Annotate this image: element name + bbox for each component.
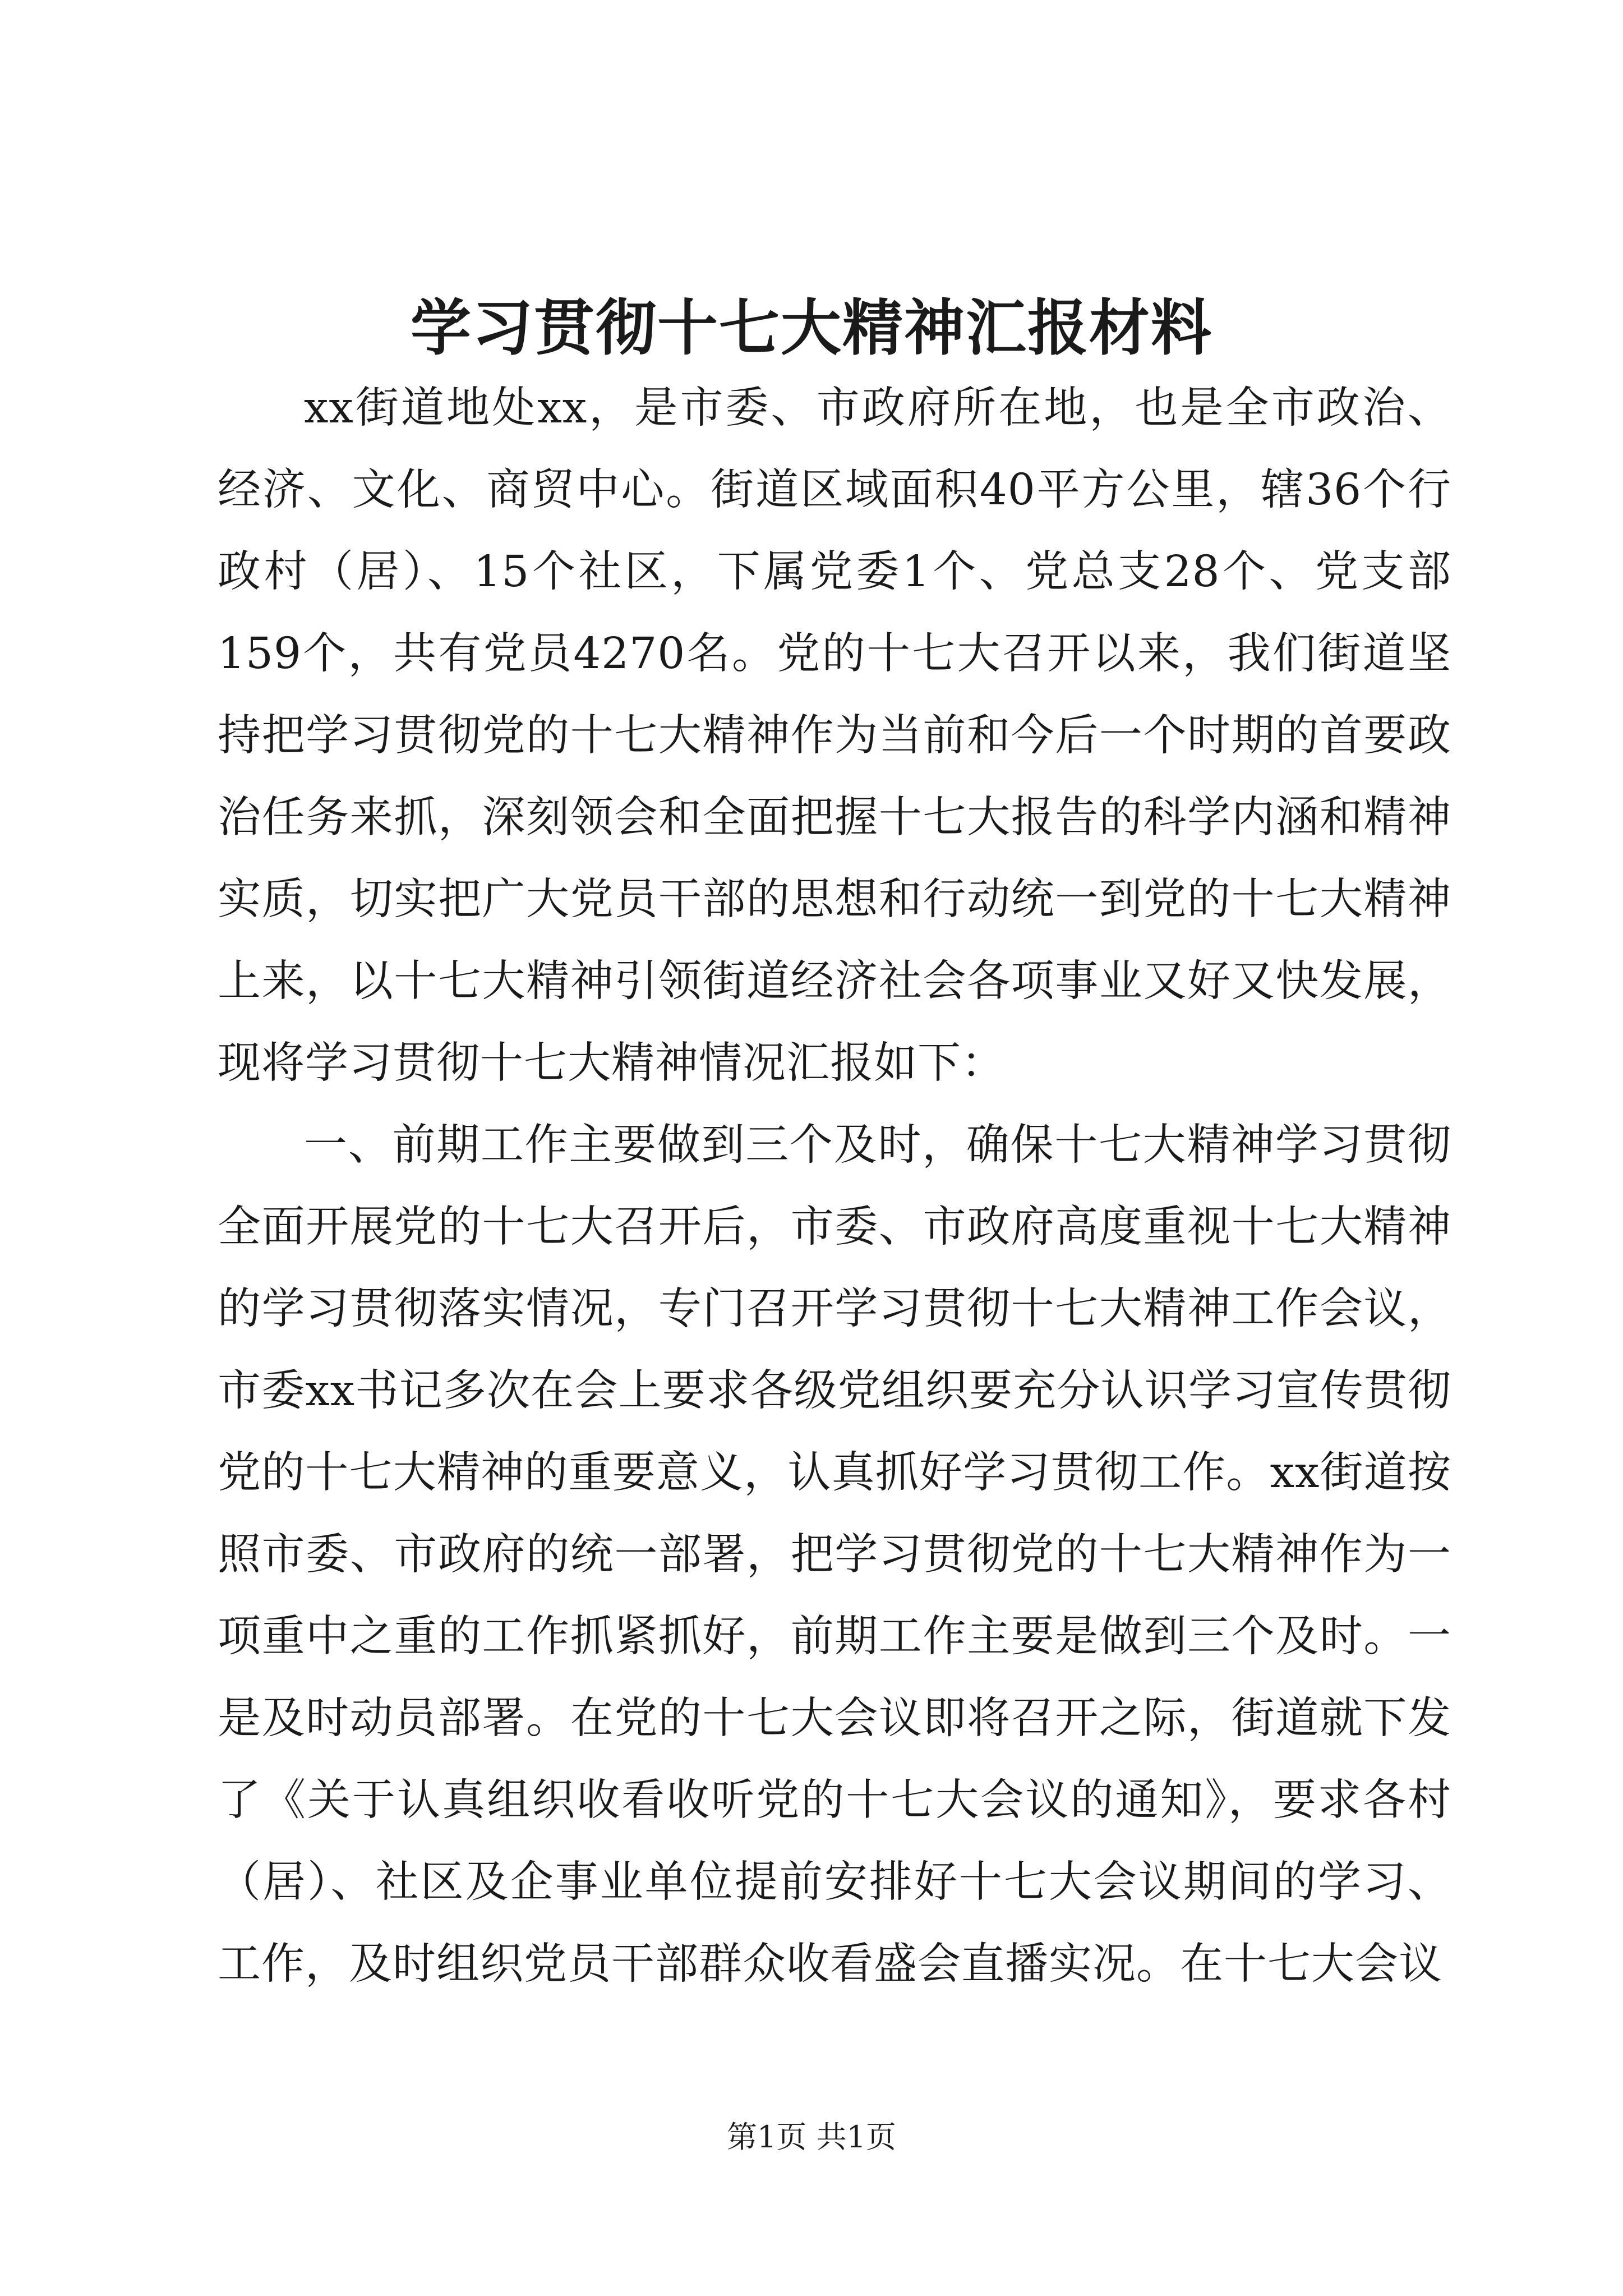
paragraph-section-one: 一、前期工作主要做到三个及时，确保十七大精神学习贯彻全面开展党的十七大召开后，市委、市政府高度重视十七大精神的学习贯彻落实情况，专门召开学习贯彻十七大精神工作会议，市委xx书记多次在会上要求各级党组织要充分认识学习宣传贯彻党的十七大精神的重要意义，认真抓好学习贯彻工作。xx街道按照市委、市政府的统一部署，把学习贯彻党的十七大精神作为一项重中之重的工作抓紧抓好，前期工作主要是做到三个及时。一是及时动员部署。在党的十七大会议即将召开之际，街道就下发了《关于认真组织收看收听党的十七大会议的通知》，要求各村（居）、社区及企事业单位提前安排好十七大会议期间的学习、工作，及时组织党员干部群众收看盛会直播实况。在十七大会议 <box>218 1120 1451 1989</box>
paragraph-intro: xx街道地处xx，是市委、市政府所在地，也是全市政治、经济、文化、商贸中心。街道区域面积40平方公里，辖36个行政村（居）、15个社区，下属党委1个、党总支28个、党支部159个，共有党员4270名。党的十七大召开以来，我们街道坚持把学习贯彻党的十七大精神作为当前和今后一个时期的首要政治任务来抓，深刻领会和全面把握十七大报告的科学内涵和精神实质，切实把广大党员干部的思想和行动统一到党的十七大精神上来，以十七大精神引领街道经济社会各项事业又好又快发展，现将学习贯彻十七大精神情况汇报如下： <box>218 383 1451 1088</box>
document-body <box>218 367 1451 2005</box>
document-title: 学习贯彻十七大精神汇报材料 <box>410 293 1212 364</box>
page-footer: 第1页 共1页 <box>727 2119 896 2155</box>
